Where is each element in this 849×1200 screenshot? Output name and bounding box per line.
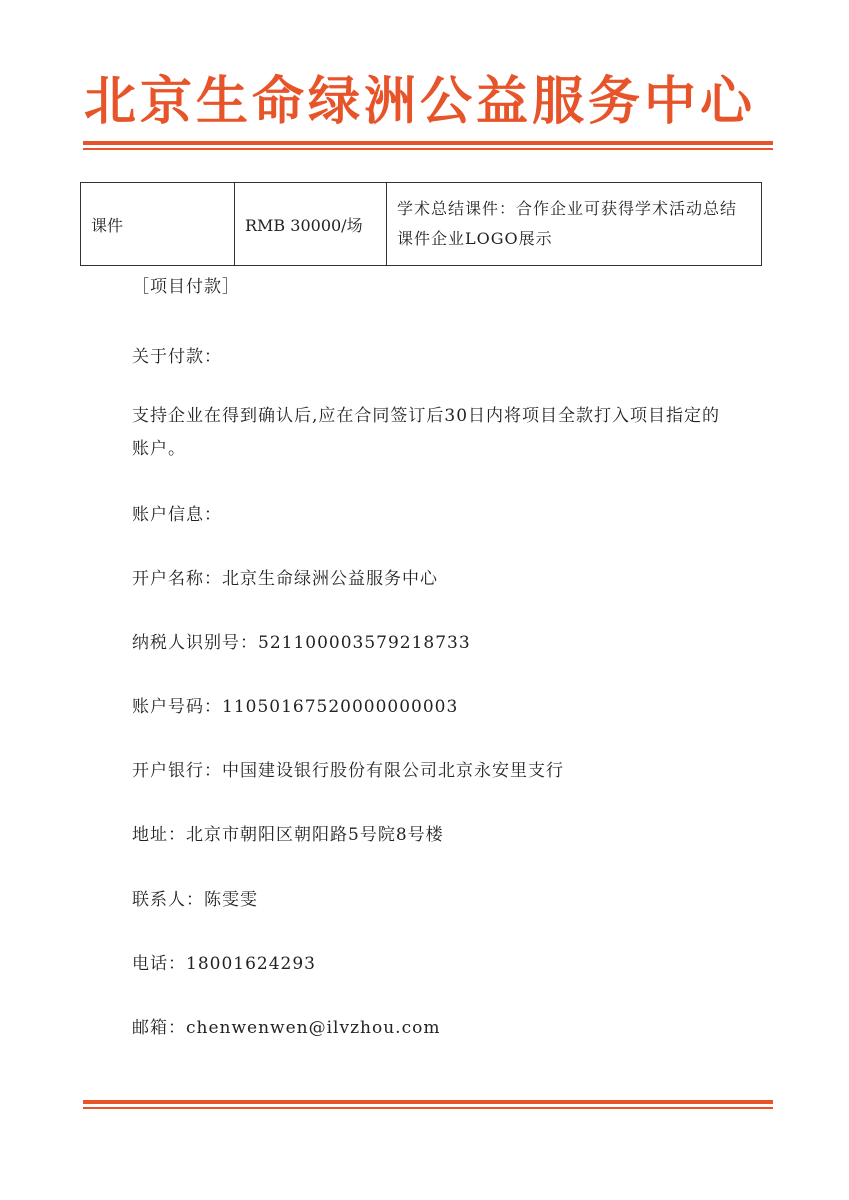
rule-thick-line [83,141,773,145]
letterhead-top-rule [83,141,773,150]
address: 地址：北京市朝阳区朝阳路5号院8号楼 [132,825,444,845]
phone: 电话：18001624293 [132,954,316,974]
rule-thick-line [83,1100,773,1104]
table-row [81,183,762,266]
rule-thin-line [83,1107,773,1109]
about-payment-text: 支持企业在得到确认后,应在合同签订后30日内将项目全款打入项目指定的账户。 [132,406,721,459]
about-payment-heading: 关于付款： [132,347,222,367]
email: 邮箱：chenwenwen@ilvzhou.com [132,1018,441,1038]
account-info-heading: 账户信息： [132,505,222,525]
letterhead-title: 北京生命绿洲公益服务中心 [84,72,757,132]
fee-table [80,182,762,266]
table-cell-item: 课件 [81,183,235,266]
contact-person: 联系人：陈雯雯 [132,890,258,910]
bank-name: 开户银行：中国建设银行股份有限公司北京永安里支行 [132,761,564,781]
table-cell-description: 学术总结课件：合作企业可获得学术活动总结课件企业LOGO展示 [387,183,762,266]
tax-id: 纳税人识别号：521100003579218733 [132,633,471,653]
rule-thin-line [83,148,773,150]
table-cell-price: RMB 30000/场 [235,183,387,266]
letterhead-bottom-rule [83,1100,773,1109]
account-name: 开户名称：北京生命绿洲公益服务中心 [132,569,438,589]
section-title-project-payment: ［项目付款］ [132,277,240,297]
account-number: 账户号码：11050167520000000003 [132,697,459,717]
